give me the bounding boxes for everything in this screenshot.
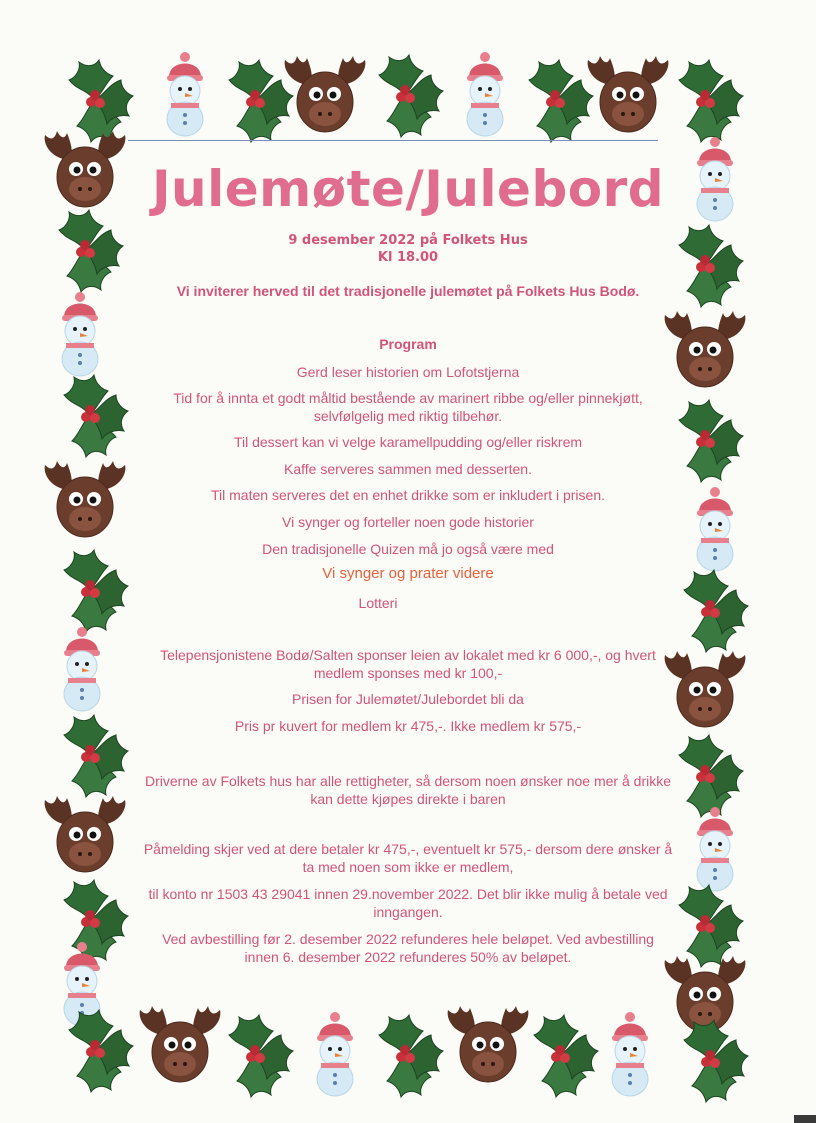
snowman-icon	[64, 627, 100, 711]
cancellation-line: innen 6. desember 2022 refunderes 50% av beløpet.	[244, 949, 572, 965]
snowman-icon	[612, 1012, 648, 1096]
page-title: Julemøte/Julebord	[151, 160, 665, 218]
program-item: selvfølgelig med riktig tilbehør.	[313, 408, 503, 424]
cancellation-line: Ved avbestilling før 2. desember 2022 refunderes hele beløpet. Ved avbestilling	[162, 931, 654, 947]
snowman-icon	[62, 292, 98, 376]
registration-line: ta med noen som ikke er medlem,	[302, 859, 514, 875]
date-line: 9 desember 2022 på Folkets Hus	[288, 233, 528, 248]
snowman-icon	[467, 52, 503, 136]
program-item: Gerd leser historien om Lofotstjerna	[296, 364, 520, 380]
program-item: Tid for å innta et godt måltid bestående av marinert ribbe og/eller pinnekjøtt,	[173, 390, 643, 406]
scan-corner-mark	[794, 1115, 816, 1123]
program-item: Vi synger og forteller noen gode historier	[282, 514, 534, 530]
holly-icon	[534, 1015, 598, 1097]
price-line: Pris pr kuvert for medlem kr 475,-. Ikke medlem kr 575,-	[234, 718, 582, 734]
moose-icon	[448, 1006, 529, 1082]
drinks-line: kan dette kjøpes direkte i baren	[310, 791, 506, 807]
sponsor-line: medlem sponses med kr 100,-	[313, 665, 503, 681]
registration-line: Påmelding skjer ved at dere betaler kr 475,-, eventuelt kr 575,- dersom dere ønsker å	[143, 841, 673, 857]
program-item: Til maten serveres det en enhet drikke som er inkludert i prisen.	[211, 487, 605, 503]
moose-icon	[285, 56, 366, 132]
holly-icon	[379, 55, 443, 137]
program-item: Kaffe serveres sammen med desserten.	[284, 461, 532, 477]
holly-icon	[529, 60, 593, 142]
holly-icon	[64, 375, 128, 457]
program-item: Lotteri	[358, 595, 398, 611]
program-heading: Program	[379, 336, 437, 352]
header-rule	[128, 140, 658, 141]
holly-icon	[684, 1020, 748, 1102]
holly-icon	[59, 210, 123, 292]
program-item: Til dessert kan vi velge karamellpudding og/eller riskrem	[233, 434, 583, 450]
intro-text: Vi inviterer herved til det tradisjonelle julemøtet på Folkets Hus Bodø.	[176, 283, 640, 299]
registration-line: inngangen.	[373, 904, 443, 920]
registration-line: til konto nr 1503 43 29041 innen 29.november 2022. Det blir ikke mulig å betale ved	[148, 886, 668, 902]
sponsor-line: Telepensjonistene Bodø/Salten sponser leien av lokalet med kr 6 000,-, og hvert	[160, 647, 656, 663]
moose-icon	[588, 56, 669, 132]
holly-icon	[229, 60, 293, 142]
holly-icon	[64, 550, 128, 632]
snowman-icon	[317, 1012, 353, 1096]
program-item: Den tradisjonelle Quizen må jo også være med	[262, 541, 554, 557]
snowman-icon	[167, 52, 203, 136]
program-item: Vi synger og prater videre	[322, 565, 494, 582]
holly-icon	[229, 1015, 293, 1097]
moose-icon	[45, 461, 126, 537]
time-line: Kl 18.00	[377, 250, 439, 265]
drinks-line: Driverne av Folkets hus har alle rettigheter, så dersom noen ønsker noe mer å drikke	[144, 773, 672, 789]
holly-icon	[69, 60, 133, 142]
holly-icon	[379, 1015, 443, 1097]
snowman-icon	[697, 487, 733, 571]
moose-icon	[140, 1006, 221, 1082]
moose-icon	[45, 796, 126, 872]
moose-icon	[665, 956, 746, 1032]
holly-icon	[679, 60, 743, 142]
holly-icon	[69, 1010, 133, 1092]
price-intro: Prisen for Julemøtet/Julebordet bli da	[292, 691, 524, 707]
